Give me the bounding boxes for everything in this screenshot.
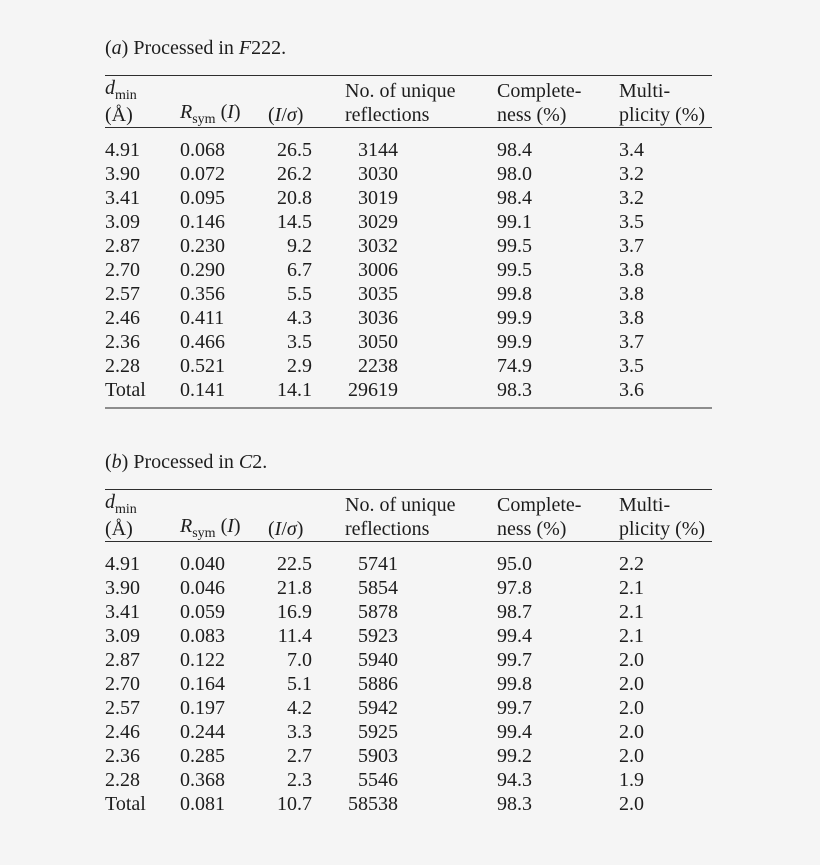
cell-completeness: 98.3	[497, 793, 532, 815]
col-header-multiplicity: Multi- plicity (%)	[619, 490, 712, 542]
cell-unique-reflections: 5940	[358, 649, 398, 671]
cell-completeness: 99.2	[497, 745, 532, 767]
col-header-completeness: Complete- ness (%)	[497, 76, 619, 128]
header-row	[105, 490, 712, 542]
cell-unique-reflections: 3029	[358, 211, 398, 233]
caption-text: Processed in	[133, 451, 239, 473]
table-row	[105, 696, 712, 720]
cell-unique-reflections: 29619	[348, 379, 398, 401]
cell-multiplicity: 2.0	[619, 649, 644, 671]
cell-rsym: 0.230	[180, 235, 225, 257]
cell-completeness: 99.7	[497, 649, 532, 671]
cell-unique-reflections: 3032	[358, 235, 398, 257]
cell-completeness: 99.8	[497, 673, 532, 695]
cell-rsym: 0.356	[180, 283, 225, 305]
cell-rsym: 0.368	[180, 769, 225, 791]
table-b-section	[105, 450, 820, 821]
cell-unique-reflections: 5546	[358, 769, 398, 791]
caption-open-paren: (	[105, 451, 112, 473]
caption-open-paren: (	[105, 37, 112, 59]
cell-multiplicity: 3.4	[619, 139, 644, 161]
rsym-arg: I	[227, 101, 234, 123]
cell-rsym: 0.164	[180, 673, 225, 695]
table-row	[105, 744, 712, 768]
cell-multiplicity: 2.2	[619, 553, 644, 575]
col-header-unique-reflections: No. of unique reflections	[345, 490, 497, 542]
cell-multiplicity: 2.1	[619, 601, 644, 623]
cell-i-over-sigma: 2.7	[287, 745, 312, 767]
cell-completeness: 99.9	[497, 307, 532, 329]
table-b-caption	[105, 450, 820, 474]
cell-dmin: 2.28	[105, 355, 140, 377]
cell-i-over-sigma: 14.5	[277, 211, 312, 233]
cell-completeness: 98.4	[497, 139, 532, 161]
table-row	[105, 258, 712, 282]
table-row	[105, 210, 712, 234]
cell-dmin: 2.36	[105, 331, 140, 353]
cell-rsym: 0.285	[180, 745, 225, 767]
cell-dmin: 2.46	[105, 721, 140, 743]
table-a-header	[105, 76, 712, 128]
cell-unique-reflections: 3050	[358, 331, 398, 353]
cell-dmin: 2.57	[105, 283, 140, 305]
table-b	[105, 489, 712, 821]
cell-rsym: 0.122	[180, 649, 225, 671]
dmin-unit: (Å)	[105, 104, 133, 126]
cell-rsym: 0.197	[180, 697, 225, 719]
cell-i-over-sigma: 7.0	[287, 649, 312, 671]
cell-completeness: 99.5	[497, 259, 532, 281]
cell-i-over-sigma: 4.2	[287, 697, 312, 719]
table-row	[105, 600, 712, 624]
i-symbol: I	[274, 518, 282, 540]
cell-unique-reflections: 3019	[358, 187, 398, 209]
rsym-symbol: R	[180, 101, 193, 123]
cell-completeness: 99.1	[497, 211, 532, 233]
cell-unique-reflections: 5923	[358, 625, 398, 647]
cell-i-over-sigma: 20.8	[277, 187, 312, 209]
cell-rsym: 0.411	[180, 307, 225, 329]
cell-completeness: 99.4	[497, 625, 532, 647]
cell-rsym: 0.068	[180, 139, 225, 161]
cell-i-over-sigma: 3.3	[287, 721, 312, 743]
caption-close-paren: )	[121, 451, 134, 473]
cell-i-over-sigma: 11.4	[277, 625, 312, 647]
cell-unique-reflections: 3036	[358, 307, 398, 329]
caption-space-group-letter: C	[238, 451, 253, 473]
cell-i-over-sigma: 4.3	[287, 307, 312, 329]
cell-completeness: 99.8	[497, 283, 532, 305]
cell-unique-reflections: 3006	[358, 259, 398, 281]
cell-multiplicity: 2.1	[619, 625, 644, 647]
cell-rsym: 0.141	[180, 379, 225, 401]
cell-dmin: 2.46	[105, 307, 140, 329]
cell-multiplicity: 2.0	[619, 745, 644, 767]
caption-index: a	[111, 37, 122, 59]
col-header-unique-reflections: No. of unique reflections	[345, 76, 497, 128]
dmin-subscript: min	[115, 502, 137, 517]
table-row	[105, 720, 712, 744]
cell-dmin: 3.41	[105, 601, 140, 623]
cell-rsym: 0.040	[180, 553, 225, 575]
col-header-dmin	[105, 490, 180, 542]
cell-rsym: 0.059	[180, 601, 225, 623]
table-row	[105, 234, 712, 258]
cell-multiplicity: 3.2	[619, 163, 644, 185]
cell-unique-reflections: 5878	[358, 601, 398, 623]
dmin-symbol: d	[105, 491, 115, 513]
cell-multiplicity: 3.8	[619, 259, 644, 281]
cell-completeness: 99.9	[497, 331, 532, 353]
cell-completeness: 74.9	[497, 355, 532, 377]
table-row	[105, 306, 712, 330]
table-row	[105, 576, 712, 600]
cell-rsym: 0.095	[180, 187, 225, 209]
cell-multiplicity: 3.5	[619, 355, 644, 377]
cell-dmin: 2.57	[105, 697, 140, 719]
caption-index: b	[111, 451, 122, 473]
cell-completeness: 99.4	[497, 721, 532, 743]
cell-rsym: 0.046	[180, 577, 225, 599]
cell-dmin: 4.91	[105, 139, 140, 161]
table-row	[105, 162, 712, 186]
table-a-body	[105, 128, 712, 409]
cell-rsym: 0.466	[180, 331, 225, 353]
cell-i-over-sigma: 2.9	[287, 355, 312, 377]
cell-unique-reflections: 5854	[358, 577, 398, 599]
cell-multiplicity: 2.0	[619, 673, 644, 695]
cell-i-over-sigma: 5.5	[287, 283, 312, 305]
cell-multiplicity: 2.0	[619, 793, 644, 815]
cell-dmin: Total	[105, 379, 146, 401]
cell-multiplicity: 3.7	[619, 331, 644, 353]
table-row	[105, 128, 712, 163]
cell-rsym: 0.244	[180, 721, 225, 743]
cell-multiplicity: 1.9	[619, 769, 644, 791]
cell-dmin: 3.09	[105, 211, 140, 233]
cell-dmin: 2.28	[105, 769, 140, 791]
cell-completeness: 94.3	[497, 769, 532, 791]
cell-dmin: 3.90	[105, 577, 140, 599]
rsym-subscript: sym	[192, 112, 216, 127]
cell-multiplicity: 2.0	[619, 697, 644, 719]
caption-space-group-number: 222.	[251, 37, 287, 59]
dmin-symbol: d	[105, 77, 115, 99]
cell-dmin: 3.90	[105, 163, 140, 185]
cell-unique-reflections: 5903	[358, 745, 398, 767]
cell-dmin: 2.87	[105, 649, 140, 671]
cell-i-over-sigma: 9.2	[287, 235, 312, 257]
table-row	[105, 378, 712, 408]
cell-rsym: 0.290	[180, 259, 225, 281]
table-row	[105, 672, 712, 696]
table-a	[105, 75, 712, 409]
cell-unique-reflections: 5741	[358, 553, 398, 575]
cell-unique-reflections: 5886	[358, 673, 398, 695]
cell-dmin: 2.70	[105, 673, 140, 695]
table-row	[105, 792, 712, 821]
rsym-arg: I	[227, 515, 234, 537]
cell-unique-reflections: 5925	[358, 721, 398, 743]
cell-dmin: 3.41	[105, 187, 140, 209]
cell-completeness: 99.5	[497, 235, 532, 257]
cell-dmin: Total	[105, 793, 146, 815]
cell-rsym: 0.081	[180, 793, 225, 815]
cell-rsym: 0.146	[180, 211, 225, 233]
cell-completeness: 98.7	[497, 601, 532, 623]
cell-completeness: 99.7	[497, 697, 532, 719]
cell-multiplicity: 3.6	[619, 379, 644, 401]
cell-unique-reflections: 3035	[358, 283, 398, 305]
cell-completeness: 98.0	[497, 163, 532, 185]
cell-rsym: 0.072	[180, 163, 225, 185]
cell-i-over-sigma: 14.1	[277, 379, 312, 401]
cell-dmin: 3.09	[105, 625, 140, 647]
cell-completeness: 95.0	[497, 553, 532, 575]
sigma-symbol: σ	[286, 104, 297, 126]
col-header-multiplicity: Multi- plicity (%)	[619, 76, 712, 128]
cell-dmin: 2.70	[105, 259, 140, 281]
sigma-symbol: σ	[286, 518, 297, 540]
cell-rsym: 0.521	[180, 355, 225, 377]
dmin-subscript: min	[115, 88, 137, 103]
rsym-subscript: sym	[192, 526, 216, 541]
cell-i-over-sigma: 5.1	[287, 673, 312, 695]
cell-dmin: 2.36	[105, 745, 140, 767]
cell-unique-reflections: 5942	[358, 697, 398, 719]
cell-completeness: 97.8	[497, 577, 532, 599]
cell-i-over-sigma: 2.3	[287, 769, 312, 791]
cell-multiplicity: 2.0	[619, 721, 644, 743]
cell-i-over-sigma: 6.7	[287, 259, 312, 281]
caption-close-paren: )	[121, 37, 134, 59]
col-header-completeness: Complete- ness (%)	[497, 490, 619, 542]
col-header-dmin	[105, 76, 180, 128]
col-header-rsym: $R_{sym}$ (I)	[180, 490, 268, 542]
cell-multiplicity: 2.1	[619, 577, 644, 599]
caption-space-group-letter: F	[238, 37, 252, 59]
cell-unique-reflections: 3030	[358, 163, 398, 185]
table-row	[105, 542, 712, 577]
table-row	[105, 624, 712, 648]
cell-multiplicity: 3.8	[619, 283, 644, 305]
table-a-caption	[105, 36, 820, 60]
cell-completeness: 98.4	[497, 187, 532, 209]
cell-unique-reflections: 58538	[348, 793, 398, 815]
cell-i-over-sigma: 21.8	[277, 577, 312, 599]
cell-dmin: 2.87	[105, 235, 140, 257]
i-symbol: I	[274, 104, 282, 126]
cell-completeness: 98.3	[497, 379, 532, 401]
cell-i-over-sigma: 22.5	[277, 553, 312, 575]
cell-i-over-sigma: 26.2	[277, 163, 312, 185]
col-header-rsym: $R_{sym}$ (I)	[180, 76, 268, 128]
dmin-unit: (Å)	[105, 518, 133, 540]
cell-i-over-sigma: 26.5	[277, 139, 312, 161]
header-row	[105, 76, 712, 128]
table-row	[105, 648, 712, 672]
cell-multiplicity: 3.8	[619, 307, 644, 329]
cell-unique-reflections: 2238	[358, 355, 398, 377]
cell-multiplicity: 3.2	[619, 187, 644, 209]
table-b-body	[105, 542, 712, 822]
cell-rsym: 0.083	[180, 625, 225, 647]
table-row	[105, 330, 712, 354]
table-b-header	[105, 490, 712, 542]
cell-multiplicity: 3.7	[619, 235, 644, 257]
caption-space-group-number: 2.	[252, 451, 268, 473]
table-row	[105, 282, 712, 306]
rsym-symbol: R	[180, 515, 193, 537]
cell-i-over-sigma: 16.9	[277, 601, 312, 623]
table-a-section	[105, 36, 820, 409]
cell-i-over-sigma: 3.5	[287, 331, 312, 353]
cell-i-over-sigma: 10.7	[277, 793, 312, 815]
table-row	[105, 768, 712, 792]
cell-dmin: 4.91	[105, 553, 140, 575]
col-header-i-over-sigma: (I/σ)	[268, 490, 345, 542]
cell-multiplicity: 3.5	[619, 211, 644, 233]
cell-unique-reflections: 3144	[358, 139, 398, 161]
caption-text: Processed in	[133, 37, 239, 59]
table-row	[105, 354, 712, 378]
col-header-i-over-sigma: (I/σ)	[268, 76, 345, 128]
table-row	[105, 186, 712, 210]
